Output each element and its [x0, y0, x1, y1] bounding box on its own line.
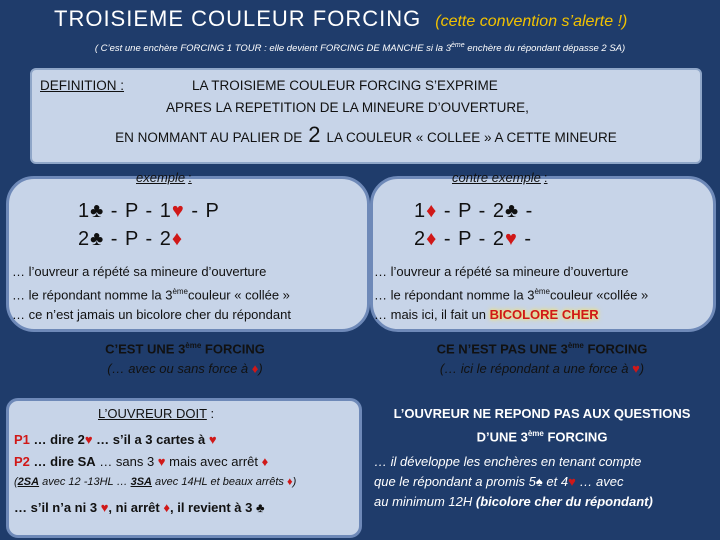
definition-line-1: LA TROISIEME COULEUR FORCING S’EXPRIME	[192, 78, 498, 93]
no-answer-title: L’OUVREUR NE REPOND PAS AUX QUESTIONS D’UNE 3ème FORCING	[393, 406, 691, 445]
opener-fallback: … s’il n’a ni 3 ♥, ni arrêt ♦, il revient à 3 ♣	[14, 500, 265, 515]
opener-title: L’OUVREUR DOIT :	[98, 406, 215, 421]
definition-line-3: EN NOMMANT AU PALIER DE 2 LA COULEUR « COLLEE » A CETTE MINEURE	[115, 122, 617, 147]
alert-subtitle: (cette convention s’alerte !)	[435, 13, 628, 30]
definition-line-2: APRES LA REPETITION DE LA MINEURE D’OUVERTURE,	[166, 100, 529, 115]
example-title: exemple :	[136, 170, 192, 185]
example-explanation: … l’ouvreur a répété sa mineure d’ouverture … le répondant nomme la 3èmecouleur « collée » … ce n’est jamais un bicolore cher du répondant	[12, 264, 291, 323]
definition-box	[30, 68, 702, 164]
opener-sa-detail: (2SA avec 12 -13HL … 3SA avec 14HL et beaux arrêts ♦)	[14, 476, 297, 488]
example-bid-row-1: 1♣ - P - 1♥ - P	[78, 200, 220, 222]
counter-bid-row-1: 1♦ - P - 2♣ -	[414, 200, 534, 222]
forcing-note: ( C’est une enchère FORCING 1 TOUR : elle devient FORCING DE MANCHE si la 3ème enchère du répondant dépasse 2 SA)	[94, 42, 626, 55]
opener-p1: P1 … dire 2♥ … s’il a 3 cartes à ♥	[14, 432, 217, 447]
counter-explanation: … l’ouvreur a répété sa mineure d’ouverture … le répondant nomme la 3èmecouleur «collée » … mais ici, il fait un BICOLORE CHER	[374, 264, 649, 323]
page-title: TROISIEME COULEUR FORCING (cette convention s’alerte !)	[54, 6, 628, 31]
example-conclusion: C’EST UNE 3ème FORCING (… avec ou sans force à ♦)	[105, 341, 265, 377]
opener-p2: P2 … dire SA … sans 3 ♥ mais avec arrêt ♦	[14, 454, 269, 469]
bicolore-cher-highlight: BICOLORE CHER	[489, 307, 599, 323]
counter-conclusion: CE N’EST PAS UNE 3ème FORCING (… ici le répondant a une force à ♥)	[436, 341, 648, 377]
no-answer-body: … il développe les enchères en tenant compte que le répondant a promis 5♠ et 4♥ … avec au minimum 12H (bicolore cher du répondant)	[374, 454, 653, 509]
header-bar	[0, 0, 720, 64]
counter-example-title: contre exemple :	[452, 170, 548, 185]
definition-label: DEFINITION :	[40, 78, 125, 93]
example-bid-row-2: 2♣ - P - 2♦	[78, 228, 184, 250]
counter-bid-row-2: 2♦ - P - 2♥ -	[414, 228, 533, 250]
